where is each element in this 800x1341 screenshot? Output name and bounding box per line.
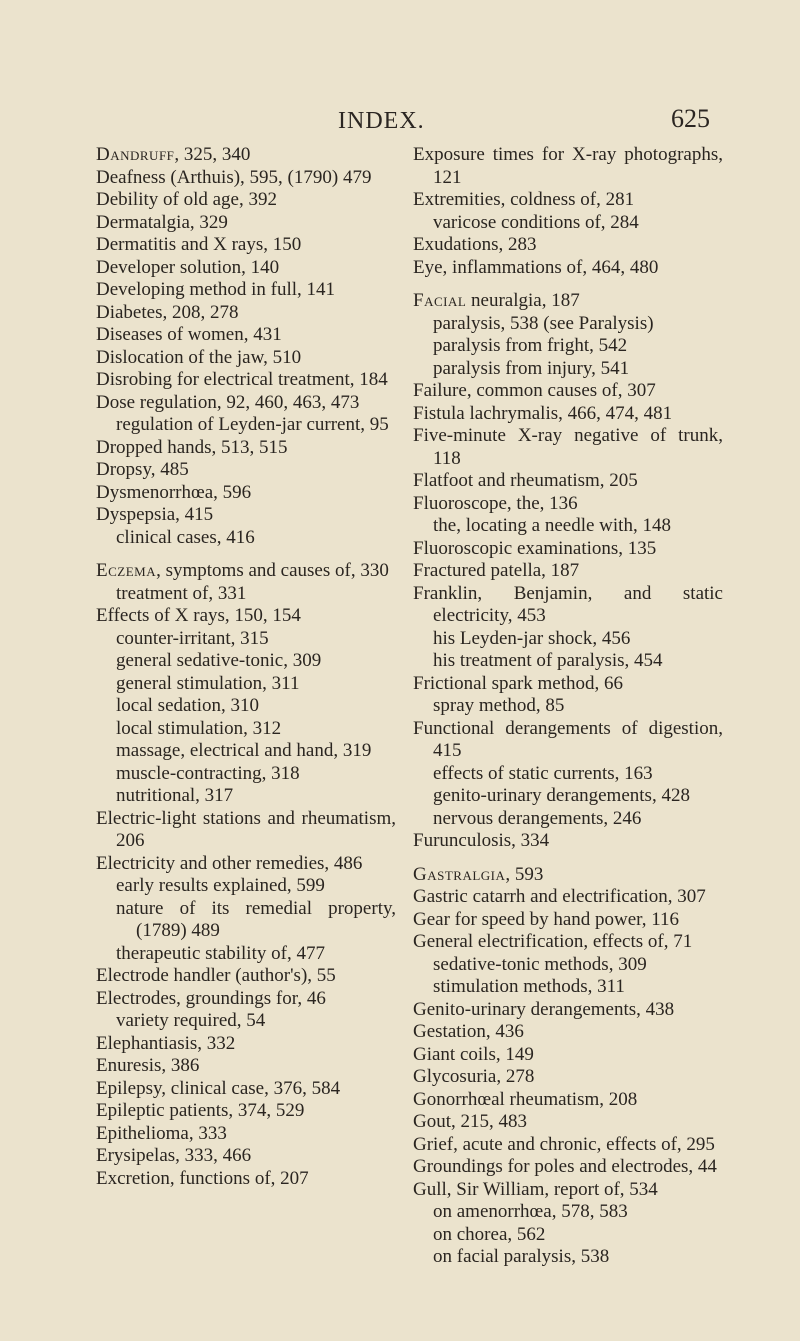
index-subentry: counter-irritant, 315: [116, 627, 269, 649]
index-entry: Functional derangements of digestion, 415: [413, 717, 723, 761]
index-subentry: general stimulation, 311: [116, 672, 300, 694]
index-subentry: massage, electrical and hand, 319: [116, 740, 372, 761]
page-header: [0, 104, 800, 138]
index-entry: Facial neuralgia, 187: [413, 290, 580, 311]
index-entry: General electrification, effects of, 71: [413, 931, 693, 952]
index-entry: Giant coils, 149: [413, 1043, 534, 1065]
index-entry: Gull, Sir William, report of, 534: [413, 1178, 658, 1200]
index-subentry: paralysis, 538 (see Paralysis): [433, 312, 654, 334]
index-subentry: effects of static currents, 163: [433, 762, 653, 784]
index-entry: Epileptic patients, 374, 529: [96, 1100, 305, 1121]
index-entry: Erysipelas, 333, 466: [96, 1145, 252, 1166]
index-entry: Dysmenorrhœa, 596: [96, 481, 252, 503]
page-title: INDEX.: [338, 108, 425, 134]
index-subentry: his Leyden-jar shock, 456: [433, 627, 631, 649]
index-entry: Deafness (Arthuis), 595, (1790) 479: [96, 166, 372, 188]
index-entry: Enuresis, 386: [96, 1055, 200, 1076]
index-subentry: varicose conditions of, 284: [433, 211, 639, 233]
index-subentry: nutritional, 317: [116, 785, 234, 806]
index-entry: Dropsy, 485: [96, 459, 189, 480]
index-subentry: on amenorrhœa, 578, 583: [433, 1201, 628, 1222]
index-column-left: [96, 144, 396, 1190]
index-entry: Fractured patella, 187: [413, 560, 580, 581]
index-entry: Dislocation of the jaw, 510: [96, 346, 302, 368]
index-subentry: local stimulation, 312: [116, 717, 282, 739]
index-entry: Debility of old age, 392: [96, 189, 277, 210]
index-subentry: paralysis from fright, 542: [433, 335, 628, 356]
index-entry: Extremities, coldness of, 281: [413, 189, 635, 210]
index-subentry: on facial paralysis, 538: [433, 1246, 610, 1267]
index-entry: Gastric catarrh and electrification, 307: [413, 886, 706, 907]
index-entry: Electric-light stations and rheumatism, 206: [96, 807, 396, 851]
index-entry: Dyspepsia, 415: [96, 504, 214, 525]
index-entry: Franklin, Benjamin, and static electricity, 453: [413, 582, 723, 626]
index-entry: Fluoroscopic examinations, 135: [413, 537, 657, 559]
index-entry: Dermatalgia, 329: [96, 211, 228, 233]
index-subentry: on chorea, 562: [433, 1223, 546, 1245]
index-entry: Gout, 215, 483: [413, 1111, 527, 1132]
index-subentry: treatment of, 331: [116, 582, 247, 604]
index-subentry: variety required, 54: [116, 1010, 266, 1031]
index-entry: Five-minute X-ray negative of trunk, 118: [413, 425, 723, 469]
index-subentry: clinical cases, 416: [116, 526, 255, 548]
index-subentry: nature of its remedial property, (1789) 489: [116, 897, 396, 941]
index-entry: Developing method in full, 141: [96, 279, 336, 300]
index-entry: Genito-urinary derangements, 438: [413, 998, 675, 1020]
index-entry: Grief, acute and chronic, effects of, 295: [413, 1133, 715, 1155]
index-entry: Frictional spark method, 66: [413, 672, 624, 694]
index-entry: Gonorrhœal rheumatism, 208: [413, 1088, 638, 1110]
index-subentry: paralysis from injury, 541: [433, 357, 630, 379]
index-entry: Electricity and other remedies, 486: [96, 852, 363, 874]
index-subentry: genito-urinary derangements, 428: [433, 785, 690, 806]
index-subentry: early results explained, 599: [116, 875, 325, 896]
index-entry: Failure, common causes of, 307: [413, 380, 656, 401]
index-entry: Eczema, symptoms and causes of, 330: [96, 560, 389, 581]
index-entry: Fistula lachrymalis, 466, 474, 481: [413, 402, 673, 424]
index-entry: Dermatitis and X rays, 150: [96, 234, 302, 255]
index-entry: Excretion, functions of, 207: [96, 1167, 309, 1189]
index-entry: Diabetes, 208, 278: [96, 301, 239, 323]
index-entry: Eye, inflammations of, 464, 480: [413, 256, 659, 278]
index-subentry: nervous derangements, 246: [433, 807, 642, 829]
index-entry: Electrodes, groundings for, 46: [96, 987, 326, 1009]
index-entry: Disrobing for electrical treatment, 184: [96, 369, 388, 390]
index-entry: Furunculosis, 334: [413, 830, 550, 851]
index-entry: Dropped hands, 513, 515: [96, 436, 288, 458]
index-entry: Gastralgia, 593: [413, 863, 544, 885]
index-subentry: stimulation methods, 311: [433, 976, 625, 997]
index-entry: Effects of X rays, 150, 154: [96, 605, 301, 626]
index-subentry: general sedative-tonic, 309: [116, 650, 322, 671]
index-entry: Diseases of women, 431: [96, 324, 282, 345]
index-entry: Epithelioma, 333: [96, 1122, 227, 1144]
index-subentry: regulation of Leyden-jar current, 95: [116, 414, 389, 435]
index-entry: Exudations, 283: [413, 234, 537, 255]
index-entry: Glycosuria, 278: [413, 1066, 535, 1087]
index-subentry: therapeutic stability of, 477: [116, 942, 325, 964]
index-entry: Gestation, 436: [413, 1021, 524, 1042]
index-entry: Elephantiasis, 332: [96, 1032, 236, 1054]
index-entry: Electrode handler (author's), 55: [96, 965, 336, 986]
page-number: 625: [671, 104, 710, 133]
index-entry: Groundings for poles and electrodes, 44: [413, 1156, 717, 1177]
index-entry: Exposure times for X-ray photographs, 121: [413, 144, 723, 188]
index-subentry: sedative-tonic methods, 309: [433, 953, 647, 975]
index-subentry: muscle-contracting, 318: [116, 762, 300, 784]
index-column-right: [413, 144, 723, 1269]
index-entry: Flatfoot and rheumatism, 205: [413, 470, 638, 491]
index-subentry: the, locating a needle with, 148: [433, 515, 671, 536]
index-subentry: his treatment of paralysis, 454: [433, 650, 663, 671]
index-subentry: spray method, 85: [433, 695, 565, 716]
index-entry: Fluoroscope, the, 136: [413, 492, 578, 514]
index-entry: Dandruff, 325, 340: [96, 144, 251, 165]
index-entry: Developer solution, 140: [96, 256, 280, 278]
index-entry: Gear for speed by hand power, 116: [413, 908, 680, 930]
index-entry: Epilepsy, clinical case, 376, 584: [96, 1077, 341, 1099]
index-entry: Dose regulation, 92, 460, 463, 473: [96, 391, 360, 413]
index-subentry: local sedation, 310: [116, 695, 259, 716]
